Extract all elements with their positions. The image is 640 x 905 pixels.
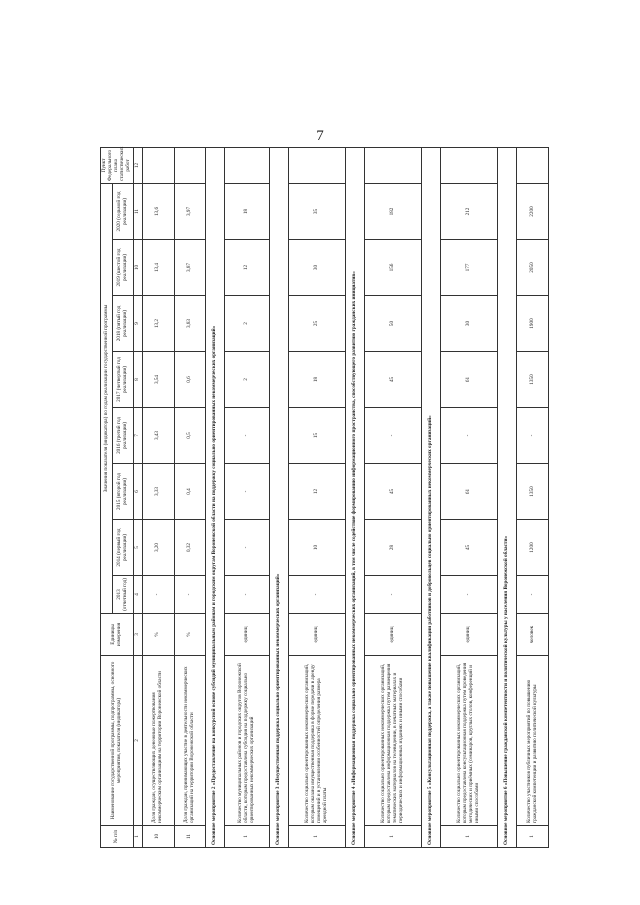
table-row bbox=[364, 147, 421, 847]
column-number: 9 bbox=[133, 296, 142, 352]
table-row bbox=[441, 147, 498, 847]
header-year: 2016 (третий год реализации) bbox=[113, 408, 134, 464]
value-cell: 212 bbox=[441, 183, 498, 239]
indicator-name: Количество участников публичных мероприятий по повышению гражданской компетенции и развитию политической культуры bbox=[517, 656, 549, 826]
value-cell: 156 bbox=[364, 240, 421, 296]
section-title: Основное мероприятие 4 «Информационная поддержка социально ориентированных некоммерческих организаций, в том числе содействие формированию информационного пространства, способствующего развитию гражданских инициатив» bbox=[345, 147, 364, 847]
table-row bbox=[174, 147, 206, 847]
value-cell: 177 bbox=[441, 240, 498, 296]
header-name: Наименование государственной программы, подпрограммы, основного мероприятия, показателя (индикатора) bbox=[101, 656, 134, 826]
value-cell: - bbox=[174, 576, 206, 614]
row-number: 10 bbox=[142, 826, 174, 848]
value-cell: 182 bbox=[364, 183, 421, 239]
value-cell: 3,83 bbox=[174, 296, 206, 352]
row-number: 11 bbox=[174, 826, 206, 848]
value-cell: - bbox=[364, 576, 421, 614]
value-cell: - bbox=[364, 408, 421, 464]
value-cell: 2200 bbox=[517, 183, 549, 239]
value-cell: 61 bbox=[441, 464, 498, 520]
header-year: 2013 (отчетный год) bbox=[113, 576, 134, 614]
row-number: 1 bbox=[364, 826, 421, 848]
indicator-name: Количество социально ориентированных некоммерческих организаций, которым предоставлена консультационная поддержка путем проведения методических и приёмных (семинаров, круглых столов, конференций и иными способами bbox=[441, 656, 498, 826]
value-cell: 45 bbox=[441, 520, 498, 576]
section-title: Основное мероприятие 6 «Повышение гражданской компетентности и политической культуры у населения Воронежской области» bbox=[498, 147, 517, 847]
unit-cell: единиц bbox=[225, 614, 269, 656]
value-cell: - bbox=[441, 576, 498, 614]
column-number: 1 bbox=[133, 826, 142, 848]
column-number: 7 bbox=[133, 408, 142, 464]
value-cell: 13,2 bbox=[142, 296, 174, 352]
table-row bbox=[288, 147, 345, 847]
value-cell: 3,97 bbox=[174, 183, 206, 239]
column-number: 2 bbox=[133, 656, 142, 826]
value-cell: 25 bbox=[288, 296, 345, 352]
value-cell: 0,6 bbox=[174, 352, 206, 408]
header-year: 2017 (четвертый год реализации) bbox=[113, 352, 134, 408]
value-cell: 10 bbox=[288, 520, 345, 576]
column-number: 8 bbox=[133, 352, 142, 408]
value-cell: 1350 bbox=[517, 464, 549, 520]
value-cell bbox=[288, 147, 345, 183]
table-body bbox=[142, 147, 548, 847]
value-cell: 3,43 bbox=[142, 408, 174, 464]
table-row bbox=[517, 147, 549, 847]
header-unit: Единицы измерения bbox=[101, 614, 134, 656]
value-cell: 35 bbox=[288, 183, 345, 239]
indicator-name: Количество социально ориентированных некоммерческих организаций, которым оказана имущественная поддержка в форме передачи в аренду помещений и в установлении особенностей определения размера арендной платы bbox=[288, 656, 345, 826]
rotated-table-container bbox=[100, 148, 540, 848]
unit-cell: единиц bbox=[441, 614, 498, 656]
header-year: 2014 (первый год реализации) bbox=[113, 520, 134, 576]
indicators-table bbox=[100, 147, 549, 848]
value-cell: 0,32 bbox=[174, 520, 206, 576]
value-cell: 13,4 bbox=[142, 240, 174, 296]
unit-cell: % bbox=[174, 614, 206, 656]
section-row bbox=[269, 147, 288, 847]
value-cell bbox=[364, 147, 421, 183]
column-number: 6 bbox=[133, 464, 142, 520]
header-fed-plan: Пункт Федерального плана статистических работ bbox=[101, 147, 134, 183]
value-cell: - bbox=[441, 408, 498, 464]
column-number: 4 bbox=[133, 576, 142, 614]
value-cell: 12 bbox=[225, 240, 269, 296]
section-row bbox=[498, 147, 517, 847]
header-year: 2018 (пятый год реализации) bbox=[113, 296, 134, 352]
value-cell: - bbox=[225, 464, 269, 520]
value-cell: 3,54 bbox=[142, 352, 174, 408]
table-row bbox=[225, 147, 269, 847]
row-number: 1 bbox=[441, 826, 498, 848]
section-title: Основное мероприятие 3 «Имущественная поддержка социально ориентированных некоммерческих организаций» bbox=[269, 147, 288, 847]
value-cell: 50 bbox=[364, 296, 421, 352]
value-cell: 61 bbox=[441, 352, 498, 408]
column-number: 10 bbox=[133, 240, 142, 296]
header-year: 2019 (шестой год реализации) bbox=[113, 240, 134, 296]
value-cell: - bbox=[225, 576, 269, 614]
header-values-group: Значения показателя (индикатора) по годам реализации государственной программы bbox=[101, 183, 113, 613]
unit-cell: единиц bbox=[288, 614, 345, 656]
value-cell: 30 bbox=[441, 296, 498, 352]
value-cell: 0,4 bbox=[174, 464, 206, 520]
table-row bbox=[142, 147, 174, 847]
value-cell: - bbox=[225, 408, 269, 464]
value-cell: 1200 bbox=[517, 520, 549, 576]
indicator-name: Доля граждан, осуществляющих денежные пожертвования некоммерческим организациям на территории Воронежской области bbox=[142, 656, 174, 826]
value-cell: 13,6 bbox=[142, 183, 174, 239]
value-cell: 18 bbox=[225, 183, 269, 239]
value-cell: 2 bbox=[225, 296, 269, 352]
value-cell: 45 bbox=[364, 352, 421, 408]
value-cell bbox=[225, 147, 269, 183]
value-cell: 1900 bbox=[517, 296, 549, 352]
row-number: 1 bbox=[288, 826, 345, 848]
value-cell bbox=[174, 147, 206, 183]
value-cell: 15 bbox=[288, 408, 345, 464]
header-year: 2015 (второй год реализации) bbox=[113, 464, 134, 520]
column-number-row bbox=[133, 147, 142, 847]
value-cell: - bbox=[142, 576, 174, 614]
row-number: 1 bbox=[225, 826, 269, 848]
header-num: № п/п bbox=[101, 826, 134, 848]
page-number: 7 bbox=[316, 128, 324, 144]
value-cell: 28 bbox=[364, 520, 421, 576]
value-cell: - bbox=[517, 408, 549, 464]
value-cell: 30 bbox=[288, 240, 345, 296]
unit-cell: % bbox=[142, 614, 174, 656]
value-cell: - bbox=[517, 576, 549, 614]
column-number: 11 bbox=[133, 183, 142, 239]
unit-cell: единиц bbox=[364, 614, 421, 656]
indicator-name: Количество муниципальных районов и городских округов Воронежской области, которым предоставлена субсидия на поддержку социально ориентированных некоммерческих организаций bbox=[225, 656, 269, 826]
row-number: 1 bbox=[517, 826, 549, 848]
section-row bbox=[421, 147, 440, 847]
indicator-name: Количество социально ориентированных некоммерческих организаций, которым предоставлена информационная поддержка путем размещения тематических материалов на телевидении, в печатных материалах и периодических и информационных изданиях и иными способами bbox=[364, 656, 421, 826]
value-cell: 1350 bbox=[517, 352, 549, 408]
value-cell: 2050 bbox=[517, 240, 549, 296]
column-number: 12 bbox=[133, 147, 142, 183]
value-cell: - bbox=[225, 520, 269, 576]
value-cell: 3,33 bbox=[142, 464, 174, 520]
value-cell: 18 bbox=[288, 352, 345, 408]
value-cell: 45 bbox=[364, 464, 421, 520]
section-title: Основное мероприятие 2 «Предоставление на конкурсной основе субсидий муниципальным районам и городским округам Воронежской области на поддержку социально ориентированных некоммерческих организаций» bbox=[206, 147, 225, 847]
value-cell: 3,87 bbox=[174, 240, 206, 296]
value-cell: 3,20 bbox=[142, 520, 174, 576]
value-cell: 12 bbox=[288, 464, 345, 520]
column-number: 3 bbox=[133, 614, 142, 656]
indicator-name: Доля граждан, принимающих участие в деятельности некоммерческих организаций на территории Воронежской области bbox=[174, 656, 206, 826]
header-year: 2020 (седьмой год реализации) bbox=[113, 183, 134, 239]
unit-cell: человек bbox=[517, 614, 549, 656]
value-cell bbox=[441, 147, 498, 183]
value-cell: 2 bbox=[225, 352, 269, 408]
value-cell: 0,5 bbox=[174, 408, 206, 464]
section-title: Основное мероприятие 5 «Консультационная поддержка, а также повышение квалификации работников и добровольцев социально ориентированных некоммерческих организаций» bbox=[421, 147, 440, 847]
value-cell bbox=[142, 147, 174, 183]
column-number: 5 bbox=[133, 520, 142, 576]
section-row bbox=[206, 147, 225, 847]
value-cell bbox=[517, 147, 549, 183]
section-row bbox=[345, 147, 364, 847]
value-cell: - bbox=[288, 576, 345, 614]
